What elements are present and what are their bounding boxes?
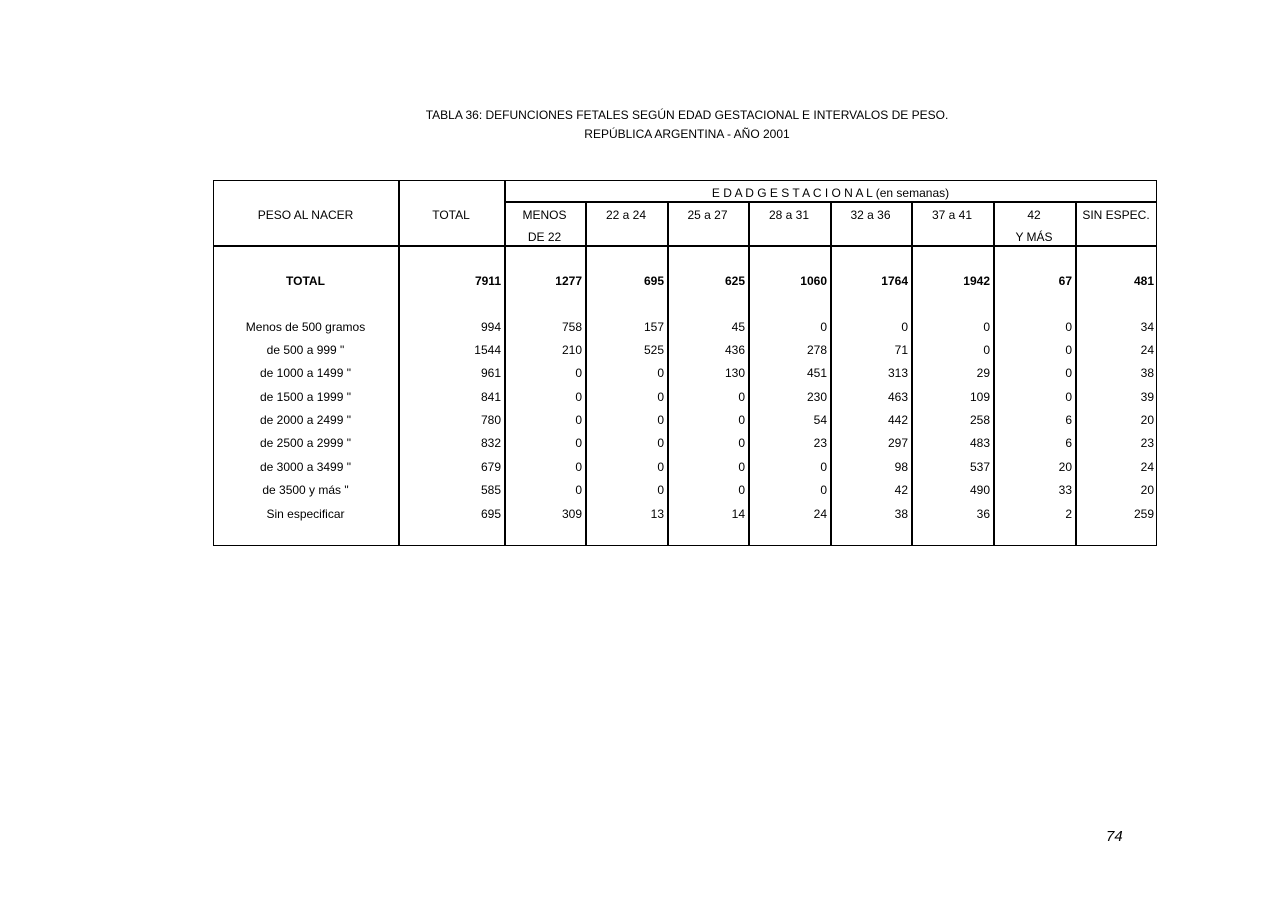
table-cell: 20 (1140, 483, 1154, 497)
table-cell: 42 (894, 483, 908, 497)
table-cell: 109 (969, 390, 990, 404)
table-cell: 0 (575, 460, 582, 474)
row-label: Menos de 500 gramos (245, 320, 366, 334)
table-cell: 994 (480, 320, 501, 334)
table-cell: 6 (1065, 413, 1072, 427)
table-cell: 23 (813, 436, 827, 450)
table-cell: 0 (820, 483, 827, 497)
table-cell: 451 (806, 366, 827, 380)
table-cell: 0 (738, 483, 745, 497)
table-cell: 525 (643, 343, 664, 357)
table-cell: 0 (657, 460, 664, 474)
row-label: de 2000 a 2499 " (259, 413, 351, 427)
table-cell: 258 (969, 413, 990, 427)
table-cell: 23 (1140, 436, 1154, 450)
column-header: 42 (1027, 208, 1041, 222)
total-row-value: 67 (1058, 274, 1072, 288)
column-header: 22 a 24 (605, 208, 647, 222)
table-cell: 38 (894, 507, 908, 521)
table-cell: 45 (731, 320, 745, 334)
table-cell: 832 (480, 436, 501, 450)
table-cell: 585 (480, 483, 501, 497)
table-cell: 259 (1133, 507, 1154, 521)
table-cell: 758 (561, 320, 582, 334)
table-cell: 0 (657, 390, 664, 404)
table-cell: 0 (1065, 320, 1072, 334)
row-label: de 500 a 999 " (266, 343, 345, 357)
table-cell: 13 (650, 507, 664, 521)
column-header: 32 a 36 (850, 208, 891, 222)
column-header: 25 a 27 (687, 208, 728, 222)
table-cell: 0 (657, 483, 664, 497)
column-header-peso: PESO AL NACER (257, 208, 354, 222)
table-cell: 38 (1140, 366, 1154, 380)
table-cell: 130 (724, 366, 745, 380)
table-title: TABLA 36: DEFUNCIONES FETALES SEGÚN EDAD GESTACIONAL E INTERVALOS DE PESO. (425, 108, 949, 122)
table-cell: 24 (1140, 460, 1154, 474)
table-cell: 1544 (474, 343, 501, 357)
total-row-value: 1764 (881, 274, 908, 288)
table-subtitle: REPÚBLICA ARGENTINA - AÑO 2001 (584, 127, 790, 141)
table-cell: 230 (806, 390, 827, 404)
table-cell: 0 (1065, 343, 1072, 357)
table-cell: 841 (480, 390, 501, 404)
table-cell: 20 (1058, 460, 1072, 474)
table-cell: 436 (724, 343, 745, 357)
table-cell: 24 (813, 507, 827, 521)
column-header-total: TOTAL (432, 208, 470, 222)
row-label: de 3000 a 3499 " (259, 460, 351, 474)
row-label: de 3500 y más " (262, 483, 349, 497)
total-row-value: 481 (1133, 274, 1154, 288)
table-cell: 210 (561, 343, 582, 357)
table-cell: 0 (738, 460, 745, 474)
table-cell: 297 (887, 436, 908, 450)
table-cell: 0 (983, 320, 990, 334)
table-cell: 54 (813, 413, 827, 427)
table-cell: 0 (575, 483, 582, 497)
table-cell: 309 (561, 507, 582, 521)
total-row-value: 695 (643, 274, 664, 288)
table-cell: 0 (738, 390, 745, 404)
table-cell: 463 (887, 390, 908, 404)
row-label: Sin especificar (266, 507, 345, 521)
table-cell: 679 (480, 460, 501, 474)
table-cell: 442 (887, 413, 908, 427)
column-header: 28 a 31 (768, 208, 810, 222)
table-cell: 0 (657, 413, 664, 427)
table-cell: 490 (969, 483, 990, 497)
column-header: MENOS (522, 208, 567, 222)
table-cell: 0 (575, 366, 582, 380)
table-cell: 0 (738, 413, 745, 427)
table-cell: 0 (820, 460, 827, 474)
table-cell: 34 (1140, 320, 1154, 334)
table-cell: 780 (480, 413, 501, 427)
row-label: de 2500 a 2999 " (259, 436, 351, 450)
table-cell: 0 (657, 436, 664, 450)
header-divider (213, 245, 1157, 247)
table-cell: 0 (657, 366, 664, 380)
row-label: de 1000 a 1499 " (259, 366, 351, 380)
group-header-label: E D A D G E S T A C I O N A L (en semanas) (711, 186, 950, 200)
table-cell: 483 (969, 436, 990, 450)
table-cell: 278 (806, 343, 827, 357)
table-cell: 0 (901, 320, 908, 334)
table-cell: 961 (480, 366, 501, 380)
column-header-line2: Y MÁS (1015, 230, 1053, 244)
table-cell: 33 (1058, 483, 1072, 497)
page-number: 74 (1106, 828, 1123, 845)
table-cell: 537 (969, 460, 990, 474)
column-header: 37 a 41 (931, 208, 973, 222)
total-row-value: 1060 (800, 274, 827, 288)
table-cell: 20 (1140, 413, 1154, 427)
table-cell: 36 (976, 507, 990, 521)
total-row-label: TOTAL (286, 274, 325, 288)
row-label: de 1500 a 1999 " (259, 390, 351, 404)
table-cell: 24 (1140, 343, 1154, 357)
table-cell: 157 (643, 320, 664, 334)
total-row-value: 1942 (963, 274, 990, 288)
table-cell: 71 (894, 343, 908, 357)
table-cell: 0 (1065, 366, 1072, 380)
table-cell: 0 (575, 436, 582, 450)
table-cell: 313 (887, 366, 908, 380)
table-cell: 6 (1065, 436, 1072, 450)
column-header-line2: DE 22 (527, 230, 562, 244)
total-row-value: 625 (724, 274, 745, 288)
table-cell: 0 (575, 390, 582, 404)
table-cell: 98 (894, 460, 908, 474)
column-header: SIN ESPEC. (1082, 208, 1150, 222)
table-cell: 39 (1140, 390, 1154, 404)
table-cell: 14 (731, 507, 745, 521)
table-cell: 0 (983, 343, 990, 357)
table-cell: 29 (976, 366, 990, 380)
total-row-value: 1277 (555, 274, 582, 288)
table-cell: 0 (575, 413, 582, 427)
total-row-value: 7911 (474, 274, 501, 288)
table-cell: 0 (1065, 390, 1072, 404)
table-cell: 2 (1065, 507, 1072, 521)
table-cell: 0 (820, 320, 827, 334)
table-cell: 0 (738, 436, 745, 450)
table-cell: 695 (480, 507, 501, 521)
